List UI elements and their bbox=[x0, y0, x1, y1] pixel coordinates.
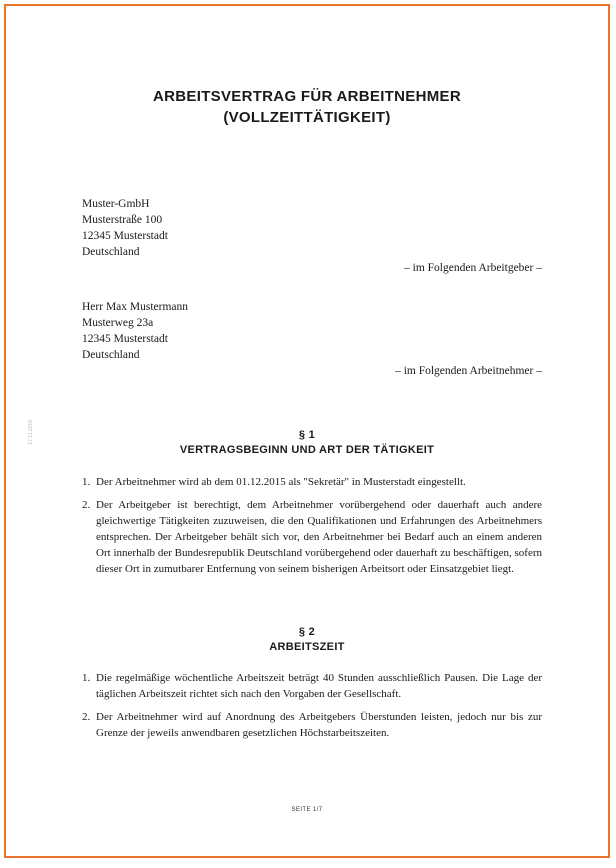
clause-number: 1. bbox=[82, 672, 91, 684]
title-line-1: ARBEITSVERTRAG FÜR ARBEITNEHMER bbox=[153, 88, 461, 105]
employer-role: – im Folgenden Arbeitgeber – bbox=[404, 262, 542, 274]
document-title bbox=[6, 86, 608, 128]
section-2-title: ARBEITSZEIT bbox=[269, 641, 345, 653]
clause-item bbox=[82, 474, 542, 490]
section-2-number: § 2 bbox=[298, 626, 316, 638]
employer-name: Muster-GmbH bbox=[82, 198, 150, 210]
clause-text: Der Arbeitnehmer wird ab dem 01.12.2015 als "Sekretär" in Musterstadt eingestellt. bbox=[96, 476, 466, 488]
section-1-title: VERTRAGSBEGINN UND ART DER TÄTIGKEIT bbox=[179, 444, 435, 456]
section-1-clauses bbox=[82, 474, 542, 584]
document-page bbox=[4, 4, 610, 858]
clause-item bbox=[82, 670, 542, 702]
section-1-heading bbox=[6, 428, 608, 458]
employee-city: 12345 Musterstadt bbox=[82, 333, 168, 345]
title-line-2: (VOLLZEITTÄTIGKEIT) bbox=[223, 109, 391, 126]
employer-city: 12345 Musterstadt bbox=[82, 230, 168, 242]
clause-text: Die regelmäßige wöchentliche Arbeitszeit beträgt 40 Stunden ausschließlich Pausen. Die Lage der täglichen Arbeitszeit richtet sich nach den Vorgaben der Gesellschaft. bbox=[96, 672, 542, 700]
clause-text: Der Arbeitgeber ist berechtigt, dem Arbeitnehmer vorübergehend oder dauerhaft auch andere gleichwertige Tätigkeiten zuzuweisen, die den Qualifikationen und Erfahrungen des Arbeitnehmers entsprechen. Der Arbeitgeber behält sich vor, den Arbeitnehmer bei Bedarf auch an einem anderen Ort innerhalb der Bundesrepublik Deutschland vorübergehend oder dauerhaft zu beschäftigen, sofern dieser Ort in zumutbarer Entfernung von seinem bisherigen Arbeitsort oder Einsatzgebiet liegt. bbox=[96, 499, 542, 575]
employer-street: Musterstraße 100 bbox=[82, 214, 163, 226]
margin-date-note: 17.11.2015 bbox=[28, 420, 34, 445]
section-2-heading bbox=[6, 625, 608, 655]
employee-country: Deutschland bbox=[82, 349, 140, 361]
section-1-number: § 1 bbox=[298, 429, 316, 441]
employee-role: – im Folgenden Arbeitnehmer – bbox=[395, 365, 542, 377]
clause-item bbox=[82, 709, 542, 741]
clause-text: Der Arbeitnehmer wird auf Anordnung des Arbeitgebers Überstunden leisten, jedoch nur bis zur Grenze der jeweils anwendbaren gesetzlichen Höchstarbeitszeiten. bbox=[96, 711, 542, 739]
employer-block bbox=[82, 196, 542, 276]
employee-street: Musterweg 23a bbox=[82, 317, 154, 329]
page-number: SEITE 1/7 bbox=[291, 807, 323, 813]
clause-number: 2. bbox=[82, 499, 91, 511]
employer-country: Deutschland bbox=[82, 246, 140, 258]
clause-item bbox=[82, 497, 542, 577]
clause-number: 1. bbox=[82, 476, 91, 488]
employee-name: Herr Max Mustermann bbox=[82, 301, 189, 313]
employee-block bbox=[82, 299, 542, 379]
section-2-clauses bbox=[82, 670, 542, 748]
clause-number: 2. bbox=[82, 711, 91, 723]
